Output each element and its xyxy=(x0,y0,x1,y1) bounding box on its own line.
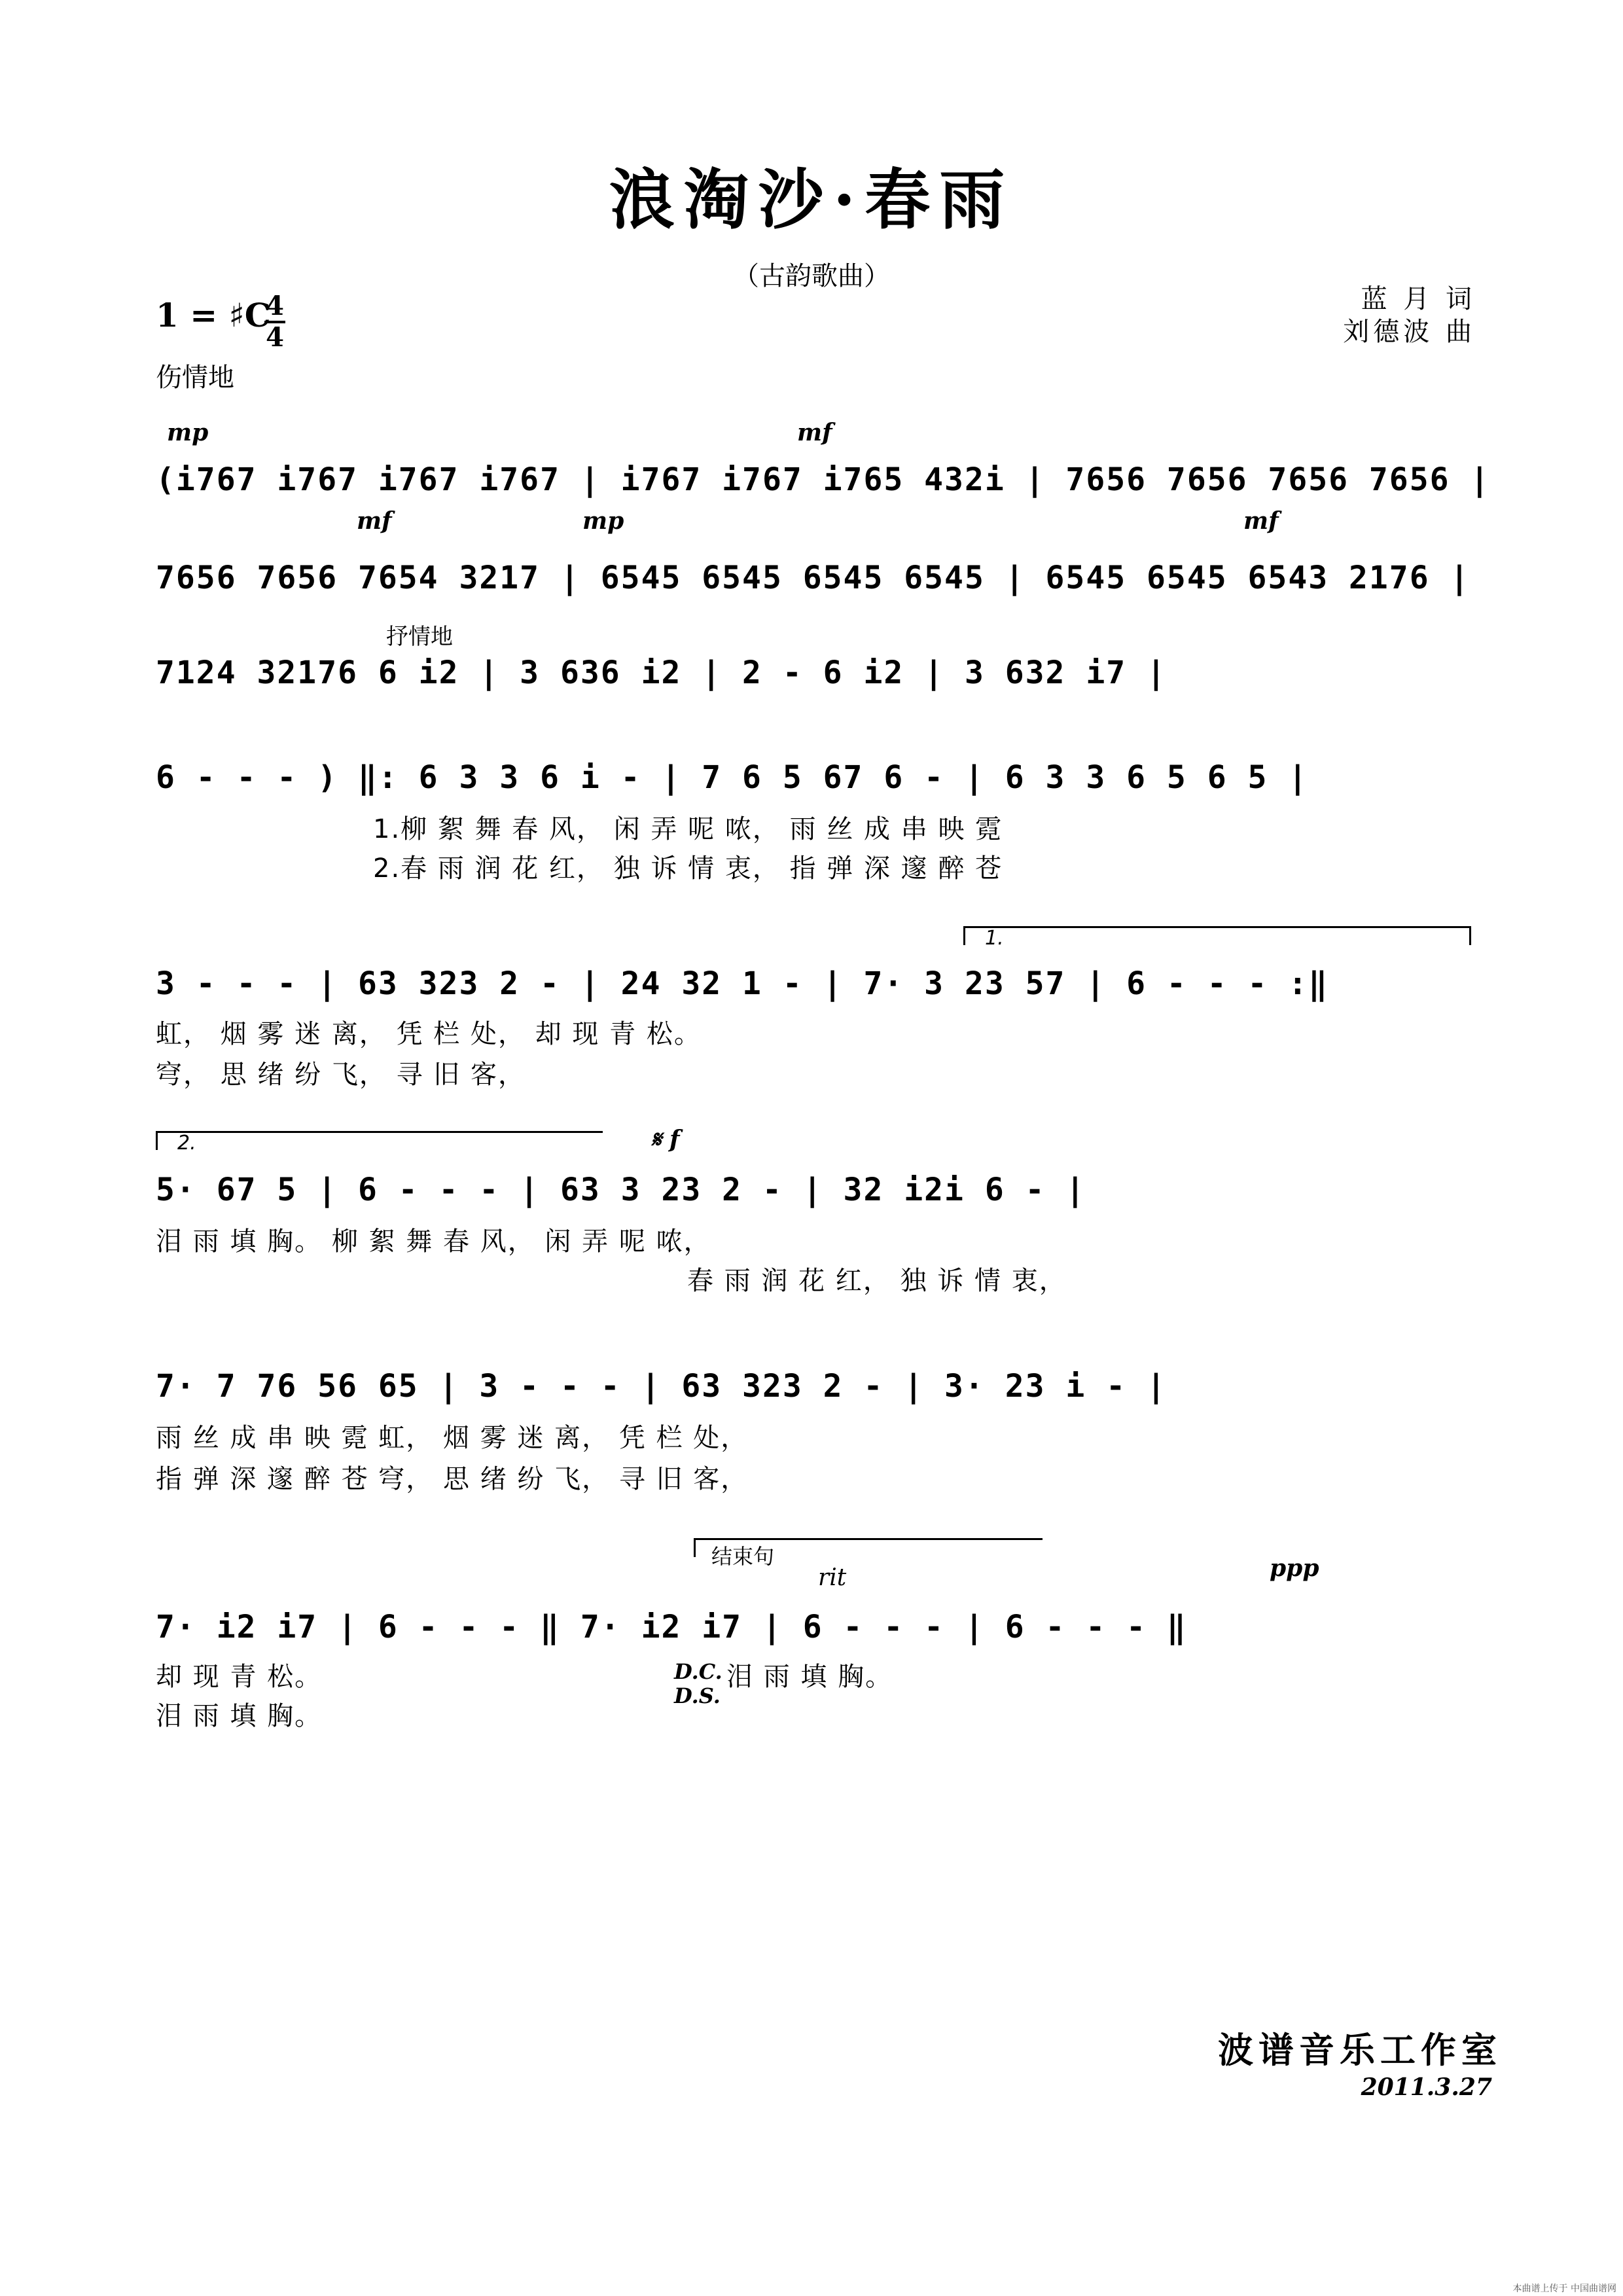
dynamic-mf: mf xyxy=(1243,507,1279,535)
lyric-verse-1: 虹， 烟 雾 迷 离， 凭 栏 处， 却 现 青 松。 xyxy=(156,1019,702,1049)
lyricist-credit: 蓝 月 词 xyxy=(1361,284,1476,314)
coda-label: 结束句 xyxy=(711,1544,775,1569)
expression-marking: 抒情地 xyxy=(386,624,453,650)
notation-line-4: 6 - - - ) ‖: 6 3 3 6 i - | 7 6 5 67 6 - | 6 3 3 6 5 6 5 | xyxy=(156,759,1309,796)
notation-line-1: (i767 i767 i767 i767 | i767 i767 i765 432i | 7656 7656 7656 7656 | xyxy=(156,461,1491,498)
lyric-verse-2: 穹， 思 绪 纷 飞， 寻 旧 客， xyxy=(156,1060,526,1090)
lyric-line-8a: 却 现 青 松。 xyxy=(156,1662,323,1692)
studio-name: 波谱音乐工作室 xyxy=(1218,2029,1502,2071)
lyric-verse-2: 2.春 雨 润 花 红， 独 诉 情 衷， 指 弹 深 邃 醉 苍 xyxy=(373,853,1003,884)
dynamic-mp: mp xyxy=(167,419,209,446)
volta-1 xyxy=(963,926,1471,950)
notation-line-5: 3 - - - | 63 323 2 - | 24 32 1 - | 7· 3 23 57 | 6 - - - :‖ xyxy=(156,965,1329,1002)
notation-line-7: 7· 7 76 56 65 | 3 - - - | 63 323 2 - | 3· 23 i - | xyxy=(156,1368,1167,1405)
time-signature-top: 4 xyxy=(266,291,284,321)
ritardando-marking: rit xyxy=(818,1564,847,1591)
lyric-verse-1: 雨 丝 成 串 映 霓 虹， 烟 雾 迷 离， 凭 栏 处， xyxy=(156,1423,749,1453)
notation-line-8: 7· i2 i7 | 6 - - - ‖ 7· i2 i7 | 6 - - - | 6 - - - ‖ xyxy=(156,1609,1187,1645)
score-date: 2011.3.27 xyxy=(1361,2073,1492,2101)
volta-2-label: 2. xyxy=(177,1132,196,1155)
volta-1-label: 1. xyxy=(985,927,1004,950)
notation-line-3: 7124 32176 6 i2 | 3 636 i2 | 2 - 6 i2 | 3 632 i7 | xyxy=(156,655,1167,691)
coda-bracket xyxy=(694,1538,1043,1569)
lyric-line-8b: 泪 雨 填 胸。 xyxy=(156,1701,323,1731)
lyric-line-6b: 春 雨 润 花 红， 独 诉 情 衷， xyxy=(687,1266,1067,1296)
score-subtitle: （古韵歌曲） xyxy=(733,261,890,291)
score-title: 浪淘沙·春雨 xyxy=(609,161,1014,238)
dc-marking: D.C. xyxy=(674,1659,722,1684)
lyric-verse-2: 指 弹 深 邃 醉 苍 穹， 思 绪 纷 飞， 寻 旧 客， xyxy=(156,1464,749,1494)
time-signature-bottom: 4 xyxy=(266,322,284,353)
lyric-line-6a: 泪 雨 填 胸。 柳 絮 舞 春 风， 闲 弄 呢 哝， xyxy=(156,1227,711,1257)
dynamic-mp: mp xyxy=(582,507,624,535)
time-signature xyxy=(262,293,288,351)
composer-credit: 刘德波 曲 xyxy=(1343,317,1476,347)
notation-line-6: 5· 67 5 | 6 - - - | 63 3 23 2 - | 32 i2i 6 - | xyxy=(156,1172,1086,1208)
dynamic-mf: mf xyxy=(797,419,832,446)
upload-note: 本曲谱上传于 中国曲谱网 xyxy=(1512,2284,1616,2294)
dynamic-mf: mf xyxy=(357,507,392,535)
notation-line-2: 7656 7656 7654 3217 | 6545 6545 6545 6545 | 6545 6545 6543 2176 | xyxy=(156,560,1471,596)
lyric-verse-1: 1.柳 絮 舞 春 风， 闲 弄 呢 哝， 雨 丝 成 串 映 霓 xyxy=(373,814,1003,844)
segno-forte: 𝄋 f xyxy=(651,1126,680,1153)
ds-marking: D.S. xyxy=(674,1683,721,1708)
lyric-line-8c: 泪 雨 填 胸。 xyxy=(726,1662,893,1692)
volta-2 xyxy=(156,1131,603,1155)
dynamic-ppp: ppp xyxy=(1270,1554,1319,1582)
tempo-marking: 伤情地 xyxy=(156,363,234,393)
key-signature: 1 = ♯C xyxy=(156,296,271,334)
